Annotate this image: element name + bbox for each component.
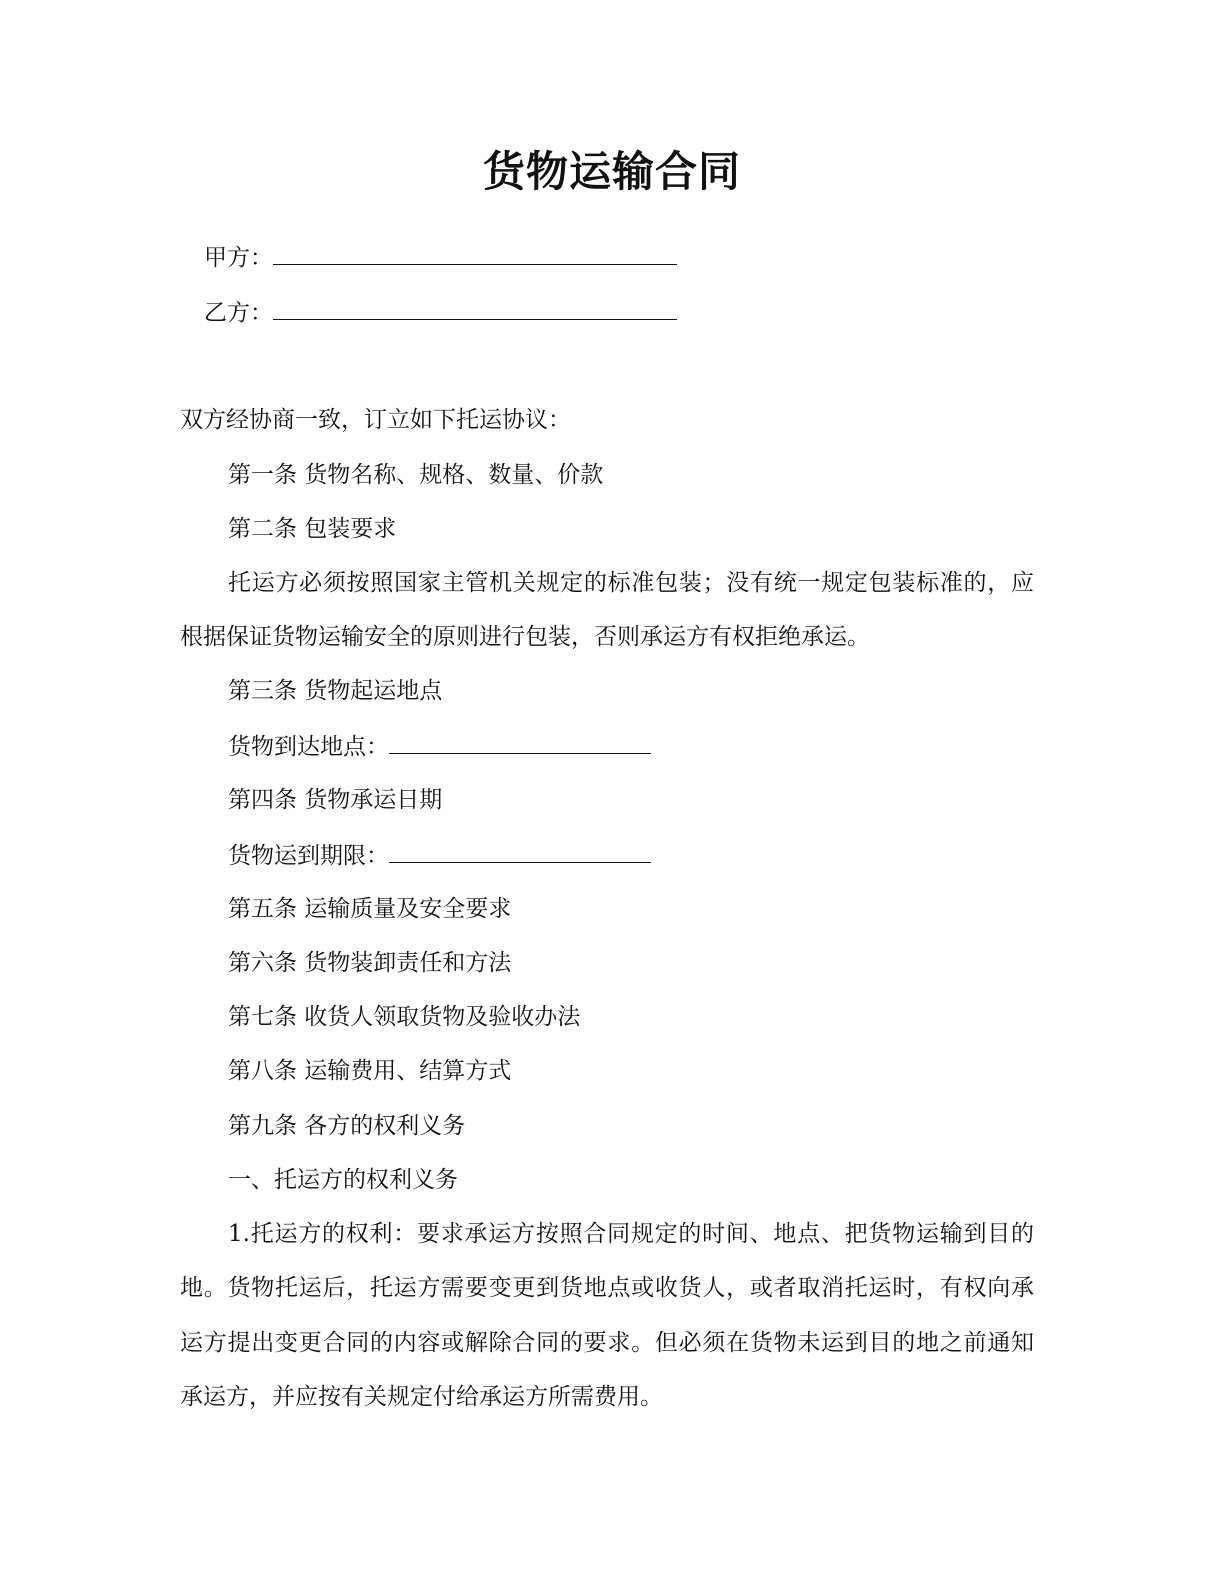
deadline-blank <box>389 840 651 863</box>
item-1-line-3: 运方提出变更合同的内容或解除合同的要求。但必须在货物未运到目的地之前通知 <box>180 1330 1034 1356</box>
arrival-label: 货物到达地点： <box>228 734 389 760</box>
party-a-blank <box>273 242 677 265</box>
document-title: 货物运输合同 <box>482 147 741 196</box>
article-3: 第三条 货物起运地点 <box>228 678 443 704</box>
party-b-label: 乙方： <box>204 300 273 326</box>
party-a-line <box>204 242 677 273</box>
party-a-label: 甲方： <box>204 245 273 271</box>
article-1: 第一条 货物名称、规格、数量、价款 <box>228 462 604 488</box>
article-2-body-line-1: 托运方必须按照国家主管机关规定的标准包装；没有统一规定包装标准的，应 <box>228 570 1034 596</box>
item-1-line-2: 地。货物托运后，托运方需要变更到货地点或收货人，或者取消托运时，有权向承 <box>180 1275 1034 1301</box>
intro-text: 双方经协商一致，订立如下托运协议： <box>180 407 571 433</box>
item-1-line-4: 承运方，并应按有关规定付给承运方所需费用。 <box>180 1384 663 1410</box>
deadline-label: 货物运到期限： <box>228 843 389 869</box>
article-4: 第四条 货物承运日期 <box>228 787 443 813</box>
article-6: 第六条 货物装卸责任和方法 <box>228 950 512 976</box>
article-7: 第七条 收货人领取货物及验收办法 <box>228 1004 581 1030</box>
arrival-blank <box>389 731 651 754</box>
article-9: 第九条 各方的权利义务 <box>228 1113 466 1139</box>
party-b-blank <box>273 297 677 320</box>
article-5: 第五条 运输质量及安全要求 <box>228 896 512 922</box>
item-1-line-1: 1.托运方的权利：要求承运方按照合同规定的时间、地点、把货物运输到目的 <box>228 1221 1034 1247</box>
section-1-heading: 一、托运方的权利义务 <box>228 1167 458 1193</box>
article-8: 第八条 运输费用、结算方式 <box>228 1058 512 1084</box>
deadline-line <box>228 840 651 871</box>
article-2-body-line-2: 根据保证货物运输安全的原则进行包装，否则承运方有权拒绝承运。 <box>180 624 870 650</box>
party-b-line <box>204 297 677 328</box>
arrival-line <box>228 731 651 762</box>
article-2: 第二条 包装要求 <box>228 516 397 542</box>
